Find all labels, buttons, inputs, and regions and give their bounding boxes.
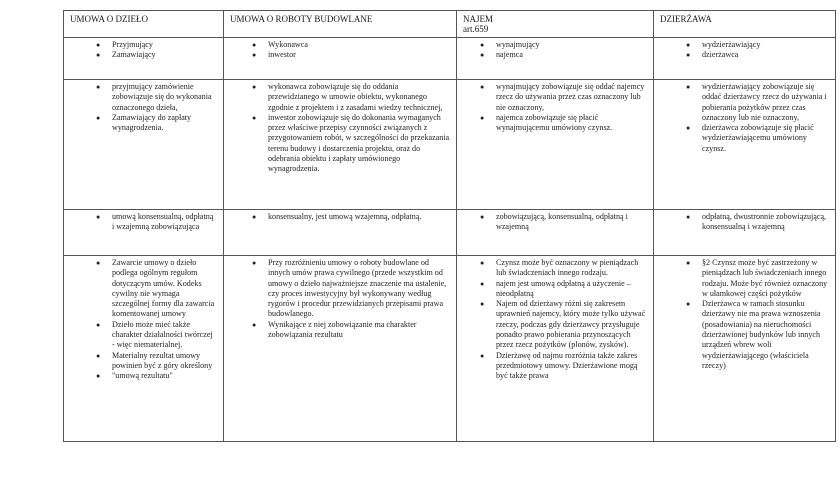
list-item [252,82,450,113]
bullet-list [660,82,829,154]
bullet-list [230,258,450,340]
list-item-text: najemca [496,50,523,60]
cell-najem [457,80,654,210]
bullet-icon: ● [96,41,101,49]
cell-dzielo [64,210,224,256]
list-item-text: Przy rozróżnieniu umowy o roboty budowlane od innych umów prawa cywilnego (przede wszystkim od umowy o dzieło najważniejsze znaczenie ma ustalenie, czy proces inwestycyjny był wykonywany według rygorów i procedur przewidzianych przepisami prawa budowlanego. [268,258,447,319]
bullet-icon: ● [252,83,257,91]
bullet-icon: ● [96,51,101,60]
bullet-icon: ● [252,259,257,267]
list-item-text: wydzierżawiający zobowiązuje się oddać dzierżawcy rzecz do używania i pobierania pożytków przez czas oznaczony lub nie oznaczony, [702,82,827,122]
list-item [96,319,217,351]
bullet-icon: ● [686,51,691,60]
bullet-icon: ● [686,300,691,309]
characteristics-row [64,210,836,256]
bullet-icon: ● [252,320,257,329]
list-item [480,278,647,300]
list-item [480,212,647,233]
list-item [480,82,647,113]
bullet-icon: ● [480,213,485,221]
header-dzierzawa [654,11,836,38]
header-subtitle: art.659 [463,24,489,34]
list-item-text: umową konsensualną, odpłatną i wzajemną zobowiązująca [112,212,214,232]
list-item [96,350,217,372]
list-item-text: Materialny rezultat umowy powinien być z góry określony [112,350,213,370]
list-item-text: najem jest umową odpłatną a użyczenie – nieodpłatną [496,278,631,298]
list-item-text: Zawarcie umowy o dzieło podlega ogólnym regułom dotyczącym umów. Kodeks cywilny nie wymaga szczególnej formy dla zawarcia komentowanej umowy [112,258,215,319]
bullet-icon: ● [96,113,101,122]
bullet-icon: ● [96,213,101,221]
bullet-list [70,82,217,133]
bullet-icon: ● [686,83,691,91]
bullet-icon: ● [96,372,101,381]
cell-dzielo [64,80,224,210]
list-item-text: §2 Czynsz może być zastrzeżony w pieniądzach lub świadczeniach innego rodzaju. Może być również oznaczony w ułamkowej części pożytków [702,258,828,298]
list-item-text: Zamawiający do zapłaty wynagrodzenia. [112,112,192,133]
bullet-icon: ● [686,124,691,133]
bullet-list [230,212,450,222]
list-item [480,258,647,279]
bullet-list [230,40,450,61]
list-item-text: Wynikające z niej zobowiązanie ma charakter zobowiązania rezultatu [268,319,417,340]
cell-najem [457,256,654,442]
bullet-list [463,40,647,61]
list-item [686,50,829,60]
list-item-text: inwestor [268,50,296,60]
list-item [686,40,829,50]
list-item [252,319,450,341]
list-item-text: Wykonawca [268,40,308,49]
list-item-text: zobowiązującą, konsensualną, odpłatną i wzajemną [496,212,628,232]
cell-dzierzawa [654,256,836,442]
list-item-text: dzierżawca [702,50,739,60]
list-item [96,40,217,50]
cell-roboty-budowlane [224,256,457,442]
bullet-icon: ● [480,113,485,122]
header-umowa-o-dzielo [64,11,224,38]
list-item [252,50,450,60]
cell-dzierzawa [654,210,836,256]
list-item [686,123,829,154]
list-item [96,82,217,113]
cell-dzierzawa [654,80,836,210]
cell-dzielo [64,38,224,80]
bullet-list [70,40,217,61]
bullet-icon: ● [480,51,485,60]
bullet-list [660,40,829,61]
list-item-text: najemca zobowiązuje się płacić wynajmującemu umówiony czynsz. [496,112,613,133]
bullet-list [463,212,647,233]
parties-row [64,38,836,80]
list-item [96,212,217,233]
list-item [686,82,829,123]
notes-row [64,256,836,442]
cell-roboty-budowlane [224,210,457,256]
bullet-icon: ● [480,300,485,309]
bullet-icon: ● [480,279,485,288]
bullet-icon: ● [686,259,691,267]
header-title: UMOWA O DZIEŁO [70,14,148,24]
bullet-icon: ● [252,113,257,122]
bullet-icon: ● [96,320,101,329]
cell-dzierzawa [654,38,836,80]
list-item [252,40,450,50]
bullet-icon: ● [96,259,101,267]
list-item [480,350,647,382]
bullet-icon: ● [252,51,257,60]
bullet-list [463,258,647,382]
list-item [686,258,829,299]
list-item-text: dzierżawca zobowiązuje się płacić wydzierżawiającemu umówiony czynsz. [702,123,814,153]
header-title: DZIERŻAWA [660,14,712,24]
bullet-list [70,212,217,233]
header-row [64,11,836,38]
list-item-text: Zamawiający [112,50,156,60]
list-item [252,112,450,175]
list-item-text: Dzieło może mieć także charakter działalności twórczej - więc niematerialnej. [112,319,213,350]
list-item [96,112,217,134]
bullet-list [660,258,829,371]
obligations-row [64,80,836,210]
header-umowa-o-roboty-budowlane [224,11,457,38]
list-item-text: wynajmujący [496,40,540,49]
list-item-text: Dzierżawę od najmu rozróżnia także zakres przedmiotowy umowy. Dzierżawione mogą być także prawa [496,350,638,381]
list-item-text: Najem od dzierżawy różni się zakresem uprawnień najemcy, który może tylko używać rzeczy, podczas gdy dzierżawcy przysługuje ponadto prawo pobierania przynoszących przez rzecz pożytków (plonów, zysków). [496,299,646,350]
list-item-text: odpłatną, dwustronnie zobowiązującą, konsensualną i wzajemną [702,212,827,232]
list-item [480,40,647,50]
list-item [96,258,217,320]
bullet-icon: ● [96,83,101,91]
bullet-icon: ● [686,41,691,49]
list-item-text: konsensualny, jest umową wzajemną, odpłatną. [268,212,422,221]
list-item [96,50,217,60]
list-item [480,112,647,134]
list-item-text: przyjmujący zamówienie zobowiązuje się do wykonania oznaczonego dzieła, [112,82,212,112]
list-item-text: Czynsz może być oznaczony w pieniądzach lub świadczeniach innego rodzaju. [496,258,639,278]
comparison-table [63,10,836,442]
list-item [96,371,217,381]
list-item [252,212,450,222]
bullet-icon: ● [252,41,257,49]
bullet-icon: ● [480,83,485,91]
list-item [480,299,647,350]
cell-roboty-budowlane [224,80,457,210]
bullet-icon: ● [252,213,257,221]
bullet-list [660,212,829,233]
header-najem [457,11,654,38]
cell-najem [457,210,654,256]
bullet-list [70,258,217,382]
list-item-text: Przyjmujący [112,40,153,49]
cell-dzielo [64,256,224,442]
list-item-text: wynajmujący zobowiązuje się oddać najemcy rzecz do używania przez czas oznaczony lub nie oznaczony, [496,82,645,112]
bullet-list [463,82,647,133]
bullet-icon: ● [480,41,485,49]
header-title: UMOWA O ROBOTY BUDOWLANE [230,14,373,24]
list-item-text: inwestor zobowiązuje się do dokonania wymaganych przez właściwe przepisy czynności związanych z przygotowaniem robót, w szczególności do przekazania terenu budowy i dostarczenia projektu, oraz do odebrania obiektu i zapłaty umówionego wynagrodzenia. [268,112,450,174]
bullet-icon: ● [480,259,485,267]
list-item [480,50,647,60]
bullet-icon: ● [686,213,691,221]
list-item-text: "umową rezultatu" [112,371,173,381]
list-item [686,299,829,371]
bullet-icon: ● [96,351,101,360]
bullet-list [230,82,450,175]
list-item-text: wykonawca zobowiązuje się do oddania przewidzianego w umowie obiektu, wykonanego zgodnie z projektem i z zasadami wiedzy technicznej, [268,82,443,112]
cell-najem [457,38,654,80]
list-item [252,258,450,320]
list-item [686,212,829,233]
list-item-text: Dzierżawca w ramach stosunku dzierżawy nie ma prawa wznoszenia (posadowiania) na nieruchomości dzierżawionej budynków lub innych urządzeń wbrew woli wydzierżawiającego (właściciela rzeczy) [702,299,821,370]
bullet-icon: ● [480,351,485,360]
header-title: NAJEM [463,14,494,24]
cell-roboty-budowlane [224,38,457,80]
list-item-text: wydzierżawiający [702,40,761,49]
